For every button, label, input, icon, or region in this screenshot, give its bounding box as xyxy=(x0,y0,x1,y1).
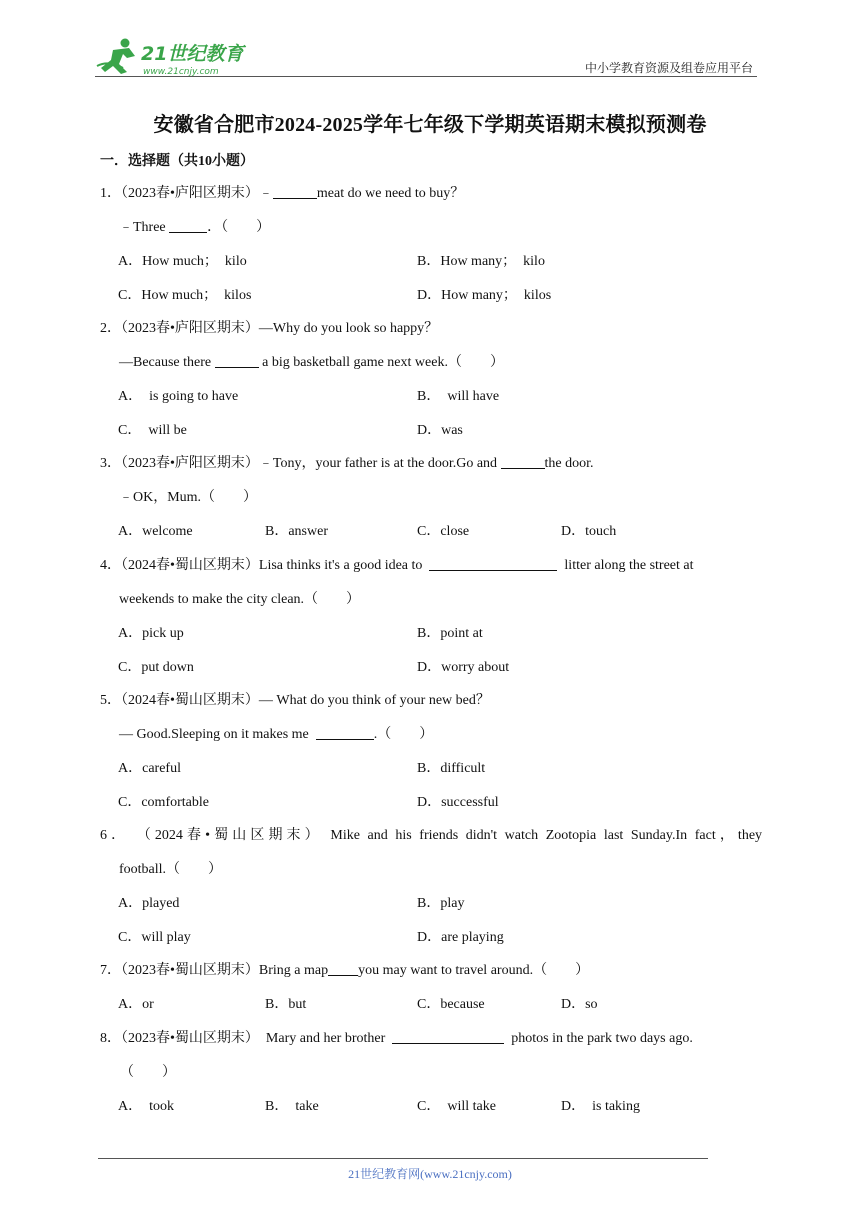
option-a[interactable]: A．played xyxy=(118,896,180,911)
options xyxy=(100,617,762,651)
question-number: 5． xyxy=(100,693,121,708)
question-6: 6． （2024春•蜀山区期末） Mike and his friends didn't watch Zootopia last Sunday.In fact，they football.（ ） A．played B．play C．will play D．are playing xyxy=(100,819,762,955)
question-8: 8．（2023春•蜀山区期末） Mary and her brother photos in the park two days ago. （ ） A． took B． take C． will take D． is taking xyxy=(100,1022,762,1124)
question-source: （2023春•庐阳区期末） xyxy=(121,186,259,201)
option-c[interactable]: C．put down xyxy=(118,660,194,675)
header-divider xyxy=(95,76,757,77)
option-c[interactable]: C．comfortable xyxy=(118,795,209,810)
options xyxy=(100,988,762,1022)
option-b[interactable]: B．How many； kilo xyxy=(417,254,545,269)
option-a[interactable]: A． took xyxy=(118,1099,174,1114)
option-b[interactable]: B． take xyxy=(265,1099,319,1114)
options xyxy=(100,921,762,955)
option-b[interactable]: B．point at xyxy=(417,626,483,641)
logo xyxy=(95,34,265,78)
question-number: 3． xyxy=(100,456,121,471)
question-number: 2． xyxy=(100,321,121,336)
answer-blank xyxy=(273,184,317,199)
question-number: 4． xyxy=(100,558,121,573)
option-b[interactable]: B．difficult xyxy=(417,761,486,776)
option-a[interactable]: A． is going to have xyxy=(118,389,239,404)
answer-blank xyxy=(429,556,557,571)
option-b[interactable]: B．play xyxy=(417,896,465,911)
options xyxy=(100,414,762,448)
answer-blank xyxy=(316,725,374,740)
answer-blank xyxy=(215,353,259,368)
answer-blank xyxy=(169,218,207,233)
question-source: （2024春•蜀山区期末） xyxy=(136,828,323,843)
options xyxy=(100,651,762,685)
option-c[interactable]: C．close xyxy=(417,524,470,539)
svg-text:21世纪教育: 21世纪教育 xyxy=(141,43,244,65)
option-a[interactable]: A．welcome xyxy=(118,524,193,539)
options xyxy=(100,887,762,921)
question-source: （2023春•蜀山区期末） xyxy=(121,1031,259,1046)
question-source: （2023春•庐阳区期末） xyxy=(121,321,259,336)
option-d[interactable]: D．are playing xyxy=(417,930,504,945)
option-b[interactable]: B．but xyxy=(265,997,307,1012)
options xyxy=(100,515,762,549)
options xyxy=(100,786,762,820)
page-header xyxy=(95,34,757,80)
option-a[interactable]: A．pick up xyxy=(118,626,184,641)
question-number: 7． xyxy=(100,963,121,978)
question-7: 7．（2023春•蜀山区期末）Bring a map you may want to travel around.（ ） A．or B．but C．because D．so xyxy=(100,954,762,1022)
question-number: 8． xyxy=(100,1031,121,1046)
option-b[interactable]: B．answer xyxy=(265,524,328,539)
option-d[interactable]: D．worry about xyxy=(417,660,510,675)
options xyxy=(100,245,762,279)
option-c[interactable]: C． will take xyxy=(417,1099,496,1114)
question-number: 1． xyxy=(100,186,121,201)
option-d[interactable]: D． is taking xyxy=(561,1099,640,1114)
options xyxy=(100,279,762,313)
answer-blank xyxy=(501,454,545,469)
site-tagline: 中小学教育资源及组卷应用平台 xyxy=(584,61,753,75)
options xyxy=(100,752,762,786)
svg-text:www.21cnjy.com: www.21cnjy.com xyxy=(143,67,219,77)
question-source: （2023春•庐阳区期末） xyxy=(121,456,259,471)
option-c[interactable]: C．How much； kilos xyxy=(118,288,252,303)
footer-divider xyxy=(98,1158,708,1159)
answer-blank xyxy=(328,961,358,976)
question-source: （2023春•蜀山区期末） xyxy=(121,963,259,978)
question-5: 5．（2024春•蜀山区期末）— What do you think of your new bed？ — Good.Sleeping on it makes me .（ ） A．careful B．difficult C．comfortable D．successful xyxy=(100,684,762,820)
options xyxy=(100,380,762,414)
option-d[interactable]: D．successful xyxy=(417,795,499,810)
option-d[interactable]: D．How many； kilos xyxy=(417,288,552,303)
option-a[interactable]: A．careful xyxy=(118,761,181,776)
option-a[interactable]: A．or xyxy=(118,997,154,1012)
question-4: 4．（2024春•蜀山区期末）Lisa thinks it's a good idea to litter along the street at weekends to make the city clean.（ ） A．pick up B．point at C．put down D．worry about xyxy=(100,549,762,685)
question-1: 1．（2023春•庐阳区期末）﹣ meat do we need to buy？ ﹣Three ．（ ） A．How much； kilo B．How many； kilo C．How much； kilos D．How many； kilos xyxy=(100,177,762,313)
question-2: 2．（2023春•庐阳区期末）—Why do you look so happy？ —Because there a big basketball game next week.（ ） A． is going to have B． will have C． will be D．was xyxy=(100,312,762,448)
option-d[interactable]: D．touch xyxy=(561,524,617,539)
option-c[interactable]: C．because xyxy=(417,997,485,1012)
options xyxy=(100,1090,762,1124)
runner-icon xyxy=(97,39,135,75)
section-heading: 一．选择题（共10小题） xyxy=(100,154,254,169)
option-c[interactable]: C． will be xyxy=(118,423,187,438)
question-source: （2024春•蜀山区期末） xyxy=(121,558,259,573)
answer-blank xyxy=(392,1029,504,1044)
question-3: 3．（2023春•庐阳区期末）﹣Tony，your father is at the door.Go and the door. ﹣OK，Mum.（ ） A．welcome B．answer C．close D．touch xyxy=(100,447,762,549)
option-a[interactable]: A．How much； kilo xyxy=(118,254,247,269)
option-b[interactable]: B． will have xyxy=(417,389,500,404)
question-number: 6． xyxy=(100,828,130,843)
question-source: （2024春•蜀山区期末） xyxy=(121,693,259,708)
page-title: 安徽省合肥市2024-2025学年七年级下学期英语期末模拟预测卷 xyxy=(153,114,707,136)
option-d[interactable]: D．was xyxy=(417,423,463,438)
option-c[interactable]: C．will play xyxy=(118,930,191,945)
footer-link[interactable]: 21世纪教育网(www.21cnjy.com) xyxy=(348,1167,512,1181)
option-d[interactable]: D．so xyxy=(561,997,598,1012)
